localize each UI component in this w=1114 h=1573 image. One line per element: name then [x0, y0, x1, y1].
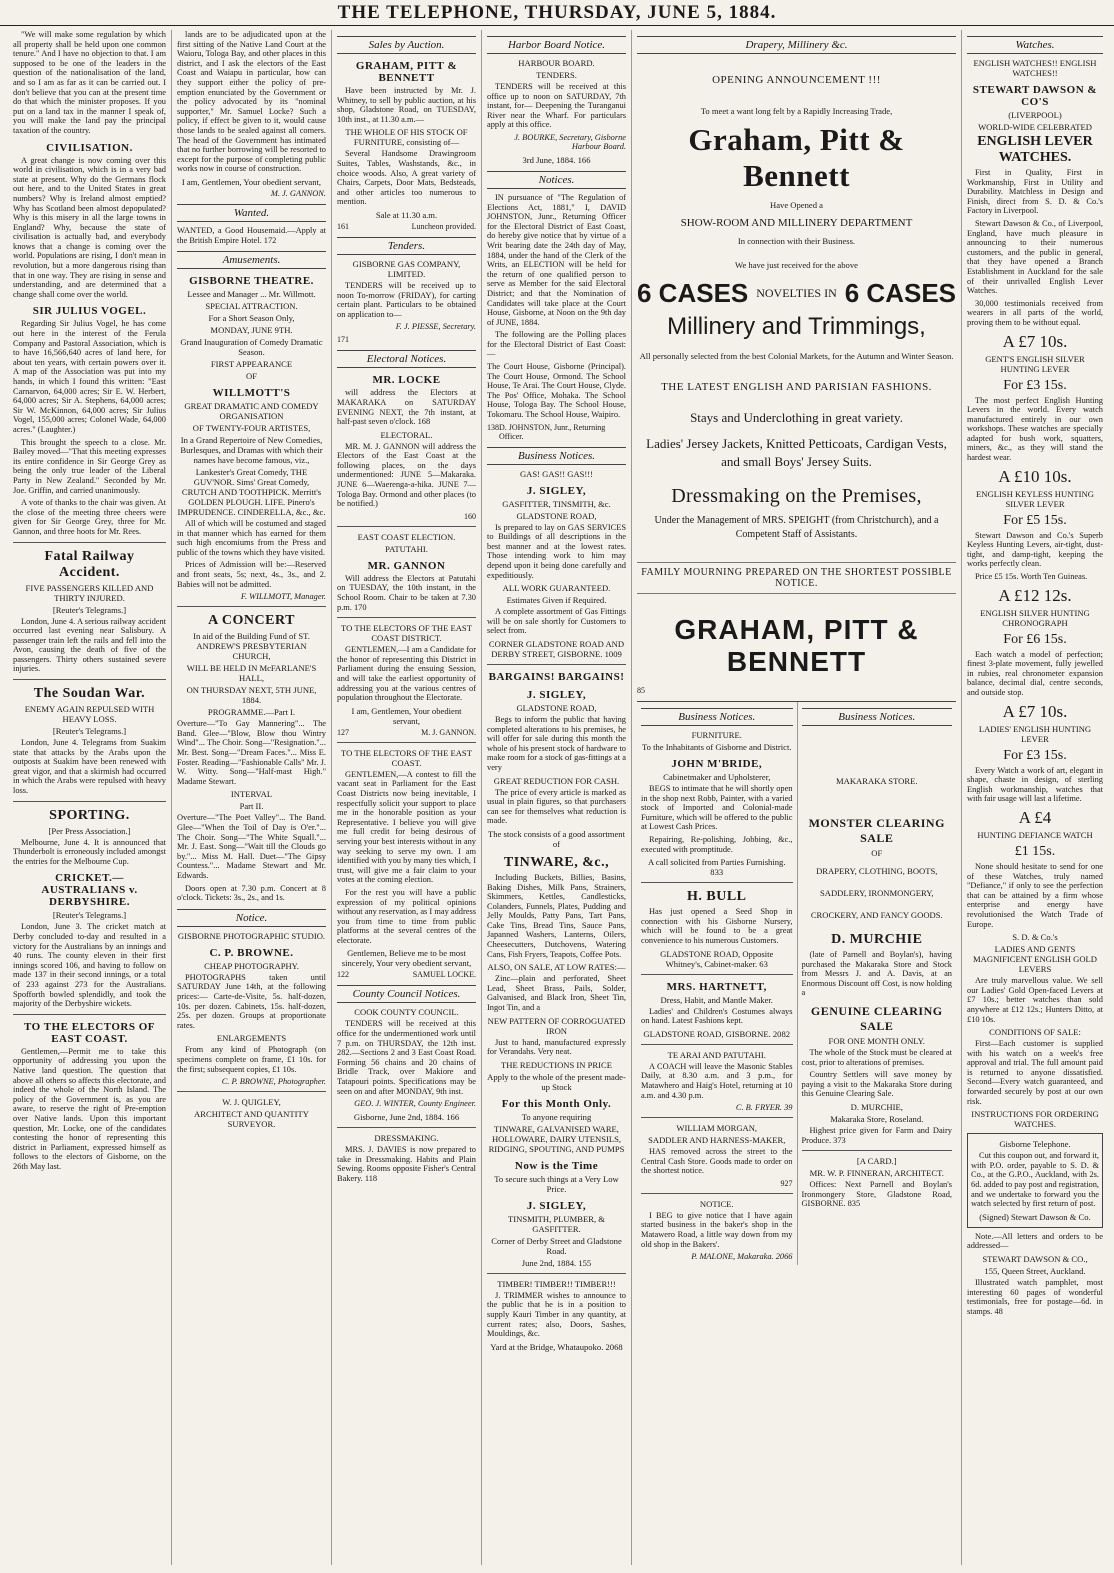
cases-left: 6 CASES [637, 278, 749, 308]
ad-line: Grand Inauguration of Comedy Dramatic Season. [180, 337, 323, 358]
opening-announcement: OPENING ANNOUNCEMENT !!! [712, 74, 881, 86]
ad-number: 171 [337, 335, 349, 345]
signature: M. J. GANNON. [421, 727, 476, 737]
divider [641, 974, 793, 975]
divider [641, 1193, 793, 1194]
ad-line: WORLD-WIDE CELEBRATED [978, 122, 1092, 132]
ad-line: Gentlemen, Believe me to be most sincerely, Your very obedient servant, [341, 948, 472, 969]
ad-text: A COACH will leave the Masonic Stables Daily, at 8.30 a.m. and 3 p.m., for Matawhero and Haig's Hotel, returning at 10 a.m. and 4.30 p.m. [641, 1061, 793, 1100]
ad-line: GAS! GAS!! GAS!!! [519, 468, 594, 479]
divider [13, 1014, 166, 1015]
heading-vogel: SIR JULIUS VOGEL. [32, 305, 147, 318]
article-text: London, June 3. The cricket match at Derby concluded to-day and resulted in a victory for the Australians by an innings and 40 runs. The county eleven in their first innings scored 106, and having to follow on made 137 in their second innings, or a total of 233 against 273 for the Australians. Spofforth bowled splendidly, and took the majority of the Derbyshire wickets. [13, 922, 166, 1009]
signature: GEO. J. WINTER, County Engineer. [354, 1099, 476, 1109]
ad-line: GENT'S ENGLISH SILVER HUNTING LEVER [985, 353, 1085, 374]
ad-line: OF TWENTY-FOUR ARTISTES, [192, 423, 311, 434]
ad-text: Offices: Next Parnell and Boylan's Ironmongery Store, Gladstone Road, GISBORNE. 835 [801, 1180, 952, 1209]
ad-text: First in Quality, First in Workmanship, First in Utility and Durability. Matchless in Design and Finish, direct from S. D. & Co.'s Factory in Liverpool. [967, 168, 1103, 216]
ad-text: WANTED, a Good Housemaid.—Apply at the British Empire Hotel. 172 [177, 225, 326, 245]
ad-line: ELECTORAL. [380, 429, 433, 440]
ad-line: OF [246, 371, 257, 382]
ad-text: Begs to inform the public that having completed alterations to his premises, he will offer for sale during this month the whole of his present stock of hardware to make room for a stock of gas-fittings at a very [487, 714, 626, 772]
ad-text: Is prepared to lay on GAS SERVICES to Buildings of all descriptions in the best manner and at the lowest rates. Those intending work to him may depend upon it being done carefully and expeditiously. [487, 522, 626, 580]
ad-text: Country Settlers will save money by paying a visit to the Makaraka Store during this Genuine Clearing Sale. [801, 1070, 952, 1099]
ad-text: Illustrated watch pamphlet, most interesting 60 pages of wonderful testimonials, free for postage—6d. in stamps. 48 [967, 1278, 1103, 1316]
divider [13, 542, 166, 543]
ad-line: FAMILY MOURNING PREPARED ON THE SHORTEST POSSIBLE NOTICE. [637, 562, 956, 594]
ad-text: Just to hand, manufactured expressly for Verandahs. Very neat. [487, 1037, 626, 1057]
ad-line: GENUINE CLEARING SALE [810, 1003, 943, 1033]
ad-line: (Signed) Stewart Dawson & Co. [979, 1211, 1091, 1222]
ad-line: June 2nd, 1884. 155 [521, 1257, 592, 1268]
ad-text: MR. M. J. GANNON will address the Electors of the East Coast at the following places, on the days undermentioned: JUNE 5—Makaraka. JUNE 6—Waerenga-a-hika. JUNE 7—Tologa Bay. Ormond and other places (to be notified.) [337, 441, 476, 509]
price: A £7 10s. [1002, 331, 1068, 351]
ad-line: GREAT DRAMATIC AND COMEDY ORGANISATION [184, 401, 319, 422]
ad-line: For a Short Season Only, [208, 313, 295, 324]
ad-text: I BEG to give notice that I have again started business in the baker's shop in the Matawero Road, a little way down from my old shop in the Bakers'. [641, 1210, 793, 1249]
ad-number: 127 [337, 727, 349, 737]
source-note: [Per Press Association.] [48, 825, 131, 836]
ad-line: TO THE ELECTORS OF THE EAST COAST DISTRICT. [341, 623, 472, 644]
section-watches: Watches. [967, 36, 1103, 54]
ad-line: To meet a want long felt by a Rapidly Increasing Trade, [700, 106, 893, 116]
ad-line: All personally selected from the best Colonial Markets, for the Autumn and Winter Season. [639, 351, 954, 361]
divider [177, 1091, 326, 1092]
ad-text: PHOTOGRAPHS taken until SATURDAY June 14th, at the following prices:— Carte-de-Visite, 5s. half-dozen, 10s. per dozen. Cabinets, 15s. half-dozen, 25s. per dozen. Groups at proportionate rates. [177, 972, 326, 1030]
ad-text: Will address the Electors at Patutahi on TUESDAY, the 10th instant, in the School Room. Chair to be taken at 7.30 p.m. 170 [337, 573, 476, 612]
price: A £4 [1018, 807, 1052, 827]
ad-line: To secure such things at a Very Low Price. [494, 1173, 619, 1194]
divider [802, 1150, 953, 1151]
ad-line: Gisborne, June 2nd, 1884. 166 [353, 1112, 460, 1123]
subheading: ENEMY AGAIN REPULSED WITH HEAVY LOSS. [24, 704, 155, 725]
ad-line: [A CARD.] [856, 1156, 897, 1167]
ad-line: ALL WORK GUARANTEED. [502, 583, 611, 594]
ad-text: TENDERS will be received at this office up to noon on SATURDAY, 7th instant, for— Deepening the Turanganui River near the Wharf. For particulars apply at this office. [487, 82, 626, 130]
ad-line: LADIES AND GENTS MAGNIFICENT ENGLISH GOLD LEVERS [973, 944, 1097, 975]
divider [641, 1044, 793, 1045]
ad-text: The following are the Polling places for the Electoral District of East Coast:— [487, 330, 626, 359]
ad-line: In aid of the Building Fund of ST. ANDREW'S PRESBYTERIAN CHURCH, [193, 631, 310, 662]
ad-line: MR. LOCKE [372, 374, 441, 387]
ad-line: GREAT REDUCTION FOR CASH. [493, 775, 620, 786]
ad-line: (LIVERPOOL) [1008, 110, 1062, 120]
ad-text: MRS. J. DAVIES is now prepared to take in Dressmaking. Habits and Plain Sewing. Rooms opposite Fisher's Central Bakery. 118 [337, 1145, 476, 1183]
section-drapery: Drapery, Millinery &c. [637, 36, 956, 54]
ad-text: Stewart Dawson & Co., of Liverpool, England, have much pleasure in announcing to their numerous customers, and the public in general, that they have opened a Branch Establishment in Auckland for the sale of their unrivalled English Lever Watches. [967, 218, 1103, 296]
ad-line: GLADSTONE ROAD, [516, 702, 597, 713]
price: For £3 15s. [1003, 747, 1067, 763]
ad-number: 927 [780, 1178, 793, 1188]
ad-line: Lessee and Manager ... Mr. Willmott. [187, 289, 316, 300]
cases-middle: NOVELTIES IN [756, 286, 837, 300]
ad-line: Part II. [239, 801, 264, 812]
divider [487, 1273, 626, 1274]
ad-line: ENGLISH WATCHES!! ENGLISH WATCHES!! [973, 58, 1097, 78]
price: £1 15s. [1014, 843, 1056, 859]
ad-line: TINWARE, GALVANISED WARE, HOLLOWARE, DAIRY UTENSILS, RIDGING, SPOUTING, AND PUMPS [488, 1123, 625, 1154]
divider [487, 664, 626, 665]
ad-text: Note.—All letters and orders to be addressed— [967, 1231, 1103, 1251]
ad-line: DRESSMAKING. [374, 1133, 439, 1144]
signature: F. WILLMOTT, Manager. [240, 592, 326, 602]
ad-line: FOR ONE MONTH ONLY. [828, 1035, 925, 1046]
divider [337, 617, 476, 618]
section-business-notices: Business Notices. [802, 708, 953, 726]
ad-line: LADIES' ENGLISH HUNTING LEVER [978, 723, 1092, 744]
ad-line: EAST COAST ELECTION. [357, 531, 456, 542]
ad-line: OF [871, 848, 883, 858]
ad-line: ENGLISH SILVER HUNTING CHRONOGRAPH [980, 607, 1090, 628]
ad-text: None should hesitate to send for one of these Watches, truly named "Defiance," if only to see the perfection that can be attained by a firm whose enterprise and energy have revolutionised the Watch Trade of Europe. [967, 861, 1103, 929]
divider [177, 606, 326, 607]
ad-line: MRS. HARTNETT, [666, 980, 767, 993]
heading-civilisation: CIVILISATION. [46, 141, 133, 154]
signature: C. B. FRYER. 39 [735, 1103, 793, 1113]
masthead [0, 0, 1114, 26]
ad-line: MR. GANNON [367, 559, 446, 572]
ad-line: HARBOUR BOARD. [518, 58, 595, 68]
section-county-council: County Council Notices. [337, 985, 476, 1003]
ad-text: Price £5 15s. Worth Ten Guineas. [975, 572, 1088, 582]
section-wanted: Wanted. [177, 204, 326, 222]
article-text: "We will make some regulation by which all property shall be held upon one common tenure." And I have no objection to that. I am supposed to be one of the leaders in the question of the nationalisation of the land, and so I am as far as it can be carried out. I don't believe that you can at the present time do that which the minister proposes. If you put on a land tax in the manner I speak of, you will make the land pay the principal taxation of the country. [13, 30, 166, 135]
ad-line: GISBORNE PHOTOGRAPHIC STUDIO. [177, 930, 326, 941]
ad-text: A complete assortment of Gas Fittings will be on sale shortly for Customers to select from. [487, 607, 626, 636]
ad-text: First—Each customer is supplied with his watch on a week's free approval and trial. The full amount paid is returned to anyone dissatisfied. Second—Every watch guaranteed, and forwarded securely by post at our own risk. [967, 1039, 1103, 1106]
ad-line: CORNER GLADSTONE ROAD AND DERBY STREET, GISBORNE. 1009 [488, 638, 625, 659]
ad-text: IN pursuance of "The Regulation of Elections Act, 1881," I, DAVID JOHNSTON, Junr., Returning Officer for the Electoral District of East Coast, do hereby give notice that by virtue of a Writ bearing date the 24th day of May, 1884, under the hand of the Clerk of the Writs, an ELECTION will be held for the return of one qualified person to serve as Member for the said Electoral District; and that the Nomination of Candidates will take place at the Court House, Gisborne, at Noon on the 9th day of JUNE, 1884. [487, 192, 626, 327]
ad-line: GLADSTONE ROAD, Opposite Whitney's, Cabinet-maker. 63 [660, 948, 774, 969]
divider [337, 526, 476, 527]
ad-line: SHOW-ROOM AND MILLINERY DEPARTMENT [680, 217, 913, 229]
ad-line: WILLMOTT'S [212, 387, 291, 400]
divider [337, 742, 476, 743]
ad-line: Now is the Time [514, 1159, 599, 1172]
ad-line: C. P. BROWNE. [209, 946, 294, 959]
ad-line: FIRST APPEARANCE [210, 359, 293, 370]
ad-line: INTERVAL [230, 789, 273, 800]
ad-line: Cabinetmaker and Upholsterer, [663, 772, 771, 782]
section-notices: Notices. [487, 171, 626, 189]
ad-line: DRAPERY, CLOTHING, BOOTS, SADDLERY, IRONMONGERY, CROCKERY, AND FANCY GOODS. [810, 866, 943, 920]
ad-line: Dress, Habit, and Mantle Maker. [660, 994, 773, 1005]
ad-number: 85 [637, 686, 645, 695]
ad-text: Have been instructed by Mr. J. Whitney, to sell by public auction, at his shop, Gladstone Road, on TUESDAY, 10th inst., at 11.30 a.m.— [337, 86, 476, 124]
signature: SAMUEL LOCKE. [412, 970, 476, 980]
section-business-notices: Business Notices. [641, 708, 793, 726]
source-note: [Reuter's Telegrams.] [52, 910, 127, 921]
ad-text: For the rest you will have a public expression of my political opinions without any reservation, as I may address you from time to time from public platforms at the several centres of the electorate. [337, 887, 476, 945]
ad-line: THE LATEST ENGLISH AND PARISIAN FASHIONS. [661, 381, 932, 393]
graham-pitt-bennett-title: Graham, Pitt & Bennett [688, 122, 905, 193]
ad-line: ENGLISH KEYLESS HUNTING SILVER LEVER [976, 488, 1094, 509]
ad-line: Estimates Given if Required. [506, 595, 607, 606]
column-2 [172, 30, 332, 1565]
ad-text: TENDERS will be received up to noon To-morrow (FRIDAY), for carting certain plant. Particulars to be obtained on application to— [337, 280, 476, 319]
article-text: London, June 4. Telegrams from Suakim state that attacks by the Arabs upon the outposts at Suakim have been renewed with great vigor, and that a skirmish had occurred in which the Arabs were repulsed with heavy loss. [13, 738, 166, 796]
section-tenders: Tenders. [337, 237, 476, 255]
ad-text: 30,000 testimonials received from wearers in all parts of the world, proving them to be without equal. [967, 298, 1103, 327]
dressmaking-title: Dressmaking on the Premises, [671, 485, 922, 507]
ad-line: MR. W. P. FINNERAN, ARCHITECT. [809, 1168, 944, 1179]
business-subcolumn-right [797, 702, 957, 1265]
ad-line: PATUTAHI. [385, 543, 428, 554]
masthead-title: THE TELEPHONE, THURSDAY, JUNE 5, 1884. [337, 2, 777, 23]
ad-line: TENDERS. [536, 70, 577, 80]
ad-line: ENLARGEMENTS [216, 1033, 287, 1044]
ad-line: STEWART DAWSON & CO'S [972, 84, 1098, 108]
ad-line: Lankester's Great Comedy, THE GUV'NOR. Sims' Great Comedy, CRUTCH AND TOOTHPICK. Merritt's GOLDEN PLOUGH. LIFE. Pinero's IMPRUDENCE. CINDERELLA, &c., &c. [177, 467, 326, 518]
business-subcolumn-left [637, 702, 797, 1265]
ad-text: Zinc—plain and perforated, Sheet Lead, Sheet Brass, Pails, Solder, Galvanised, and Black Iron, Sheet Tin, Ingot Tin, and a [487, 974, 626, 1013]
column-4 [482, 30, 632, 1565]
ad-line: THE WHOLE OF HIS STOCK OF FURNITURE, consisting of— [345, 127, 468, 148]
ad-line: INSTRUCTIONS FOR ORDERING WATCHES. [971, 1109, 1099, 1130]
divider [13, 801, 166, 802]
ad-line: WILLIAM MORGAN, [676, 1123, 758, 1134]
ad-line: SADDLER AND HARNESS-MAKER, [648, 1135, 786, 1146]
ad-line: D. MURCHIE [831, 932, 923, 947]
heading-electors: TO THE ELECTORS OF EAST COAST. [24, 1020, 155, 1045]
ad-text: Cut this coupon out, and forward it, with P.O. order, payable to S. D. & Co., at the G.P.O., Auckland, with 2s. 6d. added to pay post and registration, and we undertake to forward you the watch selected by first return of post. [971, 1151, 1099, 1209]
ad-line: NOTICE. [699, 1198, 734, 1209]
column-1 [8, 30, 172, 1565]
column-6 [962, 30, 1108, 1565]
ad-text: Repairing, Re-polishing, Jobbing, &c., executed with promptitude. [641, 834, 793, 854]
ad-line: We have just received for the above [735, 260, 858, 270]
price: A £7 10s. [1002, 701, 1068, 721]
price: For £5 15s. [1003, 512, 1067, 528]
cases-row [637, 278, 956, 309]
column-5 [632, 30, 962, 1565]
ad-line: J. SIGLEY, [526, 1199, 587, 1212]
ad-text: BEGS to intimate that he will shortly open in the shop next Robb, Painter, with a varied stock of Imported and Colonial-made Furniture, which will be offered to the public at Lowest Cash Prices. [641, 784, 793, 832]
ad-text: GENTLEMEN,—I am a Candidate for the honor of representing this District in Parliament during the ensuing Session, and will take the earliest opportunity of addressing you at the various centres of population throughout the Electorate. [337, 645, 476, 703]
ad-line: Stays and Underclothing in great variety. [690, 410, 903, 425]
ad-text: Overture—"To Gay Mannering"... The Band. Glee—"Blow, Blow thou Wintry Wind"... The Choir. Song—"Resignation."... Mr. Best. Song—"Dream Faces."... Miss E. Foster. Reading—"Fashionable Calls" Mr. J. W. Witty. Song—"Half-mast High." Madame Stewart. [177, 719, 326, 786]
ad-text: Every Watch a work of art, elegant in shape, chaste in design, of sterling English workmanship, watches that with fair usage will last a lifetime. [967, 765, 1103, 804]
ad-text: Highest price given for Farm and Dairy Produce. 373 [801, 1125, 952, 1145]
ad-number: 160 [464, 511, 476, 521]
ad-line: GLADSTONE ROAD, GISBORNE. 2082 [643, 1028, 791, 1039]
ad-line: D. MURCHIE, [850, 1101, 903, 1112]
ad-line: WILL BE HELD IN McFARLANE'S HALL, [186, 663, 317, 684]
theatre-title: GISBORNE THEATRE. [189, 275, 314, 288]
ad-line: THE REDUCTIONS IN PRICE [500, 1059, 612, 1070]
section-notice: Notice. [177, 909, 326, 927]
ad-line: In connection with their Business. [737, 236, 856, 246]
article-text: A great change is now coming over this world in civilisation, which is in a very bad state at present. Why do the Germans flock out here, and to the United States in great numbers? Why is Ireland almost emptied? Why has Scotland been almost depopulated? Why is this misery in all the large towns in England? Why, because the state of civilisation is actually bad, and everybody knows that a change is coming over the world. Populations are rising, I don't mean in revolution, but a more dangerous rising than that in one way. They are rising in sense and understanding, and are determined that a change shall come over the world. [13, 155, 166, 299]
source-note: [Reuter's Telegrams.] [52, 726, 127, 737]
ad-text: Prices of Admission will be:—Reserved and front seats, 5s; next, 4s., 3s., and 2. Babies will not be admitted. [177, 560, 326, 589]
ad-text: will address the Electors at MAKARAKA on SATURDAY EVENING NEXT, the 7th instant, at half-past seven o'clock. 168 [337, 388, 476, 427]
ad-line: Apply to the whole of the present made-up Stock [487, 1071, 626, 1092]
ad-text: GENTLEMEN,—A contest to fill the vacant seat in Parliament for the East Coast Districts now being inevitable, I respectfully solicit your support to place me in the honorable position as your Representative. I believe you will give me full credit for being desirous of serving your best interests without in any way seeking to serve my own. I am identified with you by many ties which, I trust, will give me a fair claim to your votes at the coming election. [337, 769, 476, 885]
ad-line: The stock consists of a good assortment of [487, 828, 625, 849]
ad-text: The Court House, Gisborne (Principal). The Court House, Ormond. The School House, Te Arai. The Court House, Clyde. The Pos' Office, Mohaka. The School House, Tologa Bay. The School House, Tokomaru. The School House, Waipiro. [487, 362, 626, 420]
article-text: A vote of thanks to the chair was given. At the close of the meeting three cheers were given for Sir George Grey, three for Mr. Gannon, and three hoots for Mr. Rees. [13, 498, 166, 536]
ad-line: I am, Gentlemen, Your obedient servant, [351, 705, 462, 726]
ad-line: H. BULL [686, 889, 747, 905]
ad-line: To the Inhabitants of Gisborne and District. [641, 742, 792, 752]
heading-cricket: CRICKET.—AUSTRALIANS v. DERBYSHIRE. [41, 872, 138, 909]
ad-line: JOHN M'BRIDE, [671, 758, 763, 770]
article-text: Melbourne, June 4. It is announced that Thunderbolt is erroneously included amongst the entries for the Melbourne Cup. [13, 837, 166, 866]
ad-number: 138 [487, 422, 499, 432]
divider [641, 882, 793, 883]
ad-number: 122 [337, 970, 349, 980]
ad-line: SPECIAL ATTRACTION. [205, 301, 298, 312]
ad-line: Sale at 11.30 a.m. [375, 209, 438, 220]
ad-line: FURNITURE. [691, 730, 742, 740]
divider [641, 1117, 793, 1118]
ad-line: ARCHITECT AND QUANTITY SURVEYOR. [194, 1109, 309, 1130]
article-text: London, June 4. A serious railway accident occurred last evening near Salisbury. A passenger train left the rails and fell into the Avon, causing the death of five of the passengers. Thirty others sustained severe injuries. [13, 616, 166, 674]
ad-line: 155, Queen Street, Auckland. [984, 1266, 1086, 1276]
ad-text: Doors open at 7.30 p.m. Concert at 8 o'clock. Tickets: 3s., 2s., and 1s. [177, 883, 326, 903]
ad-number: 161 [337, 221, 349, 231]
divider [13, 679, 166, 680]
ad-line: J. SIGLEY, [526, 688, 587, 701]
ad-line: GISBORNE GAS COMPANY, LIMITED. [352, 258, 461, 279]
ad-line: ON THURSDAY NEXT, 5TH JUNE, 1884. [186, 685, 317, 706]
signature: F. J. PIESSE, Secretary. [395, 322, 476, 332]
price: A £12 12s. [998, 585, 1072, 605]
ad-line: PROGRAMME.—Part I. [207, 707, 296, 718]
ad-text: HAS removed across the street to the Central Cash Store. Goods made to order on the shortest notice. [641, 1147, 793, 1176]
ad-line: CHEAP PHOTOGRAPHY. [204, 960, 299, 971]
signature: M. J. GANNON. [270, 188, 326, 198]
ad-line: MONSTER CLEARING SALE [808, 816, 945, 845]
ad-line: To anyone requiring [521, 1111, 592, 1122]
ad-text: The price of every article is marked as usual in plain figures, so that purchasers can see for themselves what reduction is made. [487, 787, 626, 826]
order-coupon [967, 1133, 1103, 1228]
ad-line: ALSO, ON SALE, AT LOW RATES:— [487, 962, 626, 973]
ad-line: Gisborne Telephone. [999, 1139, 1071, 1150]
ad-line: Under the Management of MRS. SPEIGHT (from Christchurch), and a Competent Staff of Assistants. [654, 515, 939, 540]
ad-text: Several Handsome Drawingroom Suites, Tables, Washstands, &c., in choice woods. Also, A great variety of Chairs, Carpets, Door Mats, Bedsteads, and other articles too numerous to mention. [337, 149, 476, 207]
ad-line: In a Grand Repertoire of New Comedies, Burlesques, and Dramas with which their names have become famous, viz., [180, 435, 323, 466]
ad-line: NEW PATTERN OF CORROGUATED IRON [487, 1015, 626, 1036]
signature: D. JOHNSTON, Junr., Returning Officer. [499, 422, 606, 441]
ad-text: All of which will be costumed and staged in that manner which has earned for them such high encomiums from the Press and public of the towns which they have visited. [177, 519, 326, 557]
cases-right: 6 CASES [844, 278, 956, 308]
ad-line: TO THE ELECTORS OF THE EAST COAST. [341, 747, 472, 768]
article-text: Regarding Sir Julius Vogel, he has come out here in the interest of the Ferula Company and Pastoral Association, which is to have 16,566,640 acres of land here, for about ten years, with certain powers over it. A map of the Association was put into my hands, in which I found this written: "East Carnarvon, 64,000 acres; Sir E. W. Herbert, 64,000 acres; Sir A. Stephens, 64,000 acres; Sir W. McKinnon, 64,000 acres; Sir Julius Vogel, 155,000 acres; Colonel Wade, 64,000 acres." (Laughter.) [13, 319, 166, 434]
ad-text: Has just opened a Seed Shop in connection with his Gisborne Nursery, which will be found to be a great convenience to his numerous Customers. [641, 907, 793, 945]
ad-line: Have Opened a [770, 200, 823, 210]
ad-text: J. TRIMMER wishes to announce to the public that he is in a position to supply Kauri Timber in any quantity, at current rates; also, Doors, Sashes, Mouldings, &c. [487, 1290, 626, 1339]
ad-line: TE ARAI AND PATUTAHI. [667, 1049, 766, 1060]
heading-soudan-war: The Soudan War. [33, 686, 146, 702]
ad-line: Ladies' Jersey Jackets, Knitted Petticoats, Cardigan Vests, and small Boys' Jersey Suits. [646, 436, 947, 469]
ad-line: GLADSTONE ROAD, [516, 510, 597, 521]
ad-line: CONDITIONS OF SALE: [989, 1027, 1081, 1038]
section-amusements: Amusements. [177, 251, 326, 269]
ad-line: Makaraka Store, Roseland. [830, 1113, 924, 1124]
business-subcolumns [637, 701, 956, 1265]
ad-line: W. J. QUIGLEY, [222, 1097, 281, 1108]
ad-text: Are truly marvellous value. We sell our Ladies' Gold Open-faced Levers at £7 10s.; better watches than sold anywhere at £12 12s.; Hunters Ditto, at £10 10s. [967, 976, 1103, 1024]
concert-title: A CONCERT [208, 613, 295, 629]
price: For £6 15s. [1003, 631, 1067, 647]
ad-text: Stewart Dawson and Co.'s Superb Keyless Hunting Levers, air-tight, dust-tight, and damp-tight, keeping the works perfectly clean. [967, 530, 1103, 569]
section-harbor-board: Harbor Board Notice. [487, 36, 626, 54]
ad-line: MAKARAKA STORE. [836, 776, 918, 786]
signature: P. MALONE, Makaraka. 2066 [691, 1252, 793, 1262]
millinery-title: Millinery and Trimmings, [667, 313, 926, 340]
ad-line: Yard at the Bridge, Whataupoko. 2068 [490, 1341, 623, 1352]
column-3 [332, 30, 482, 1565]
ad-line: J. SIGLEY, [526, 484, 587, 497]
ad-line: A call solicited from Parties Furnishing. 833 [648, 857, 786, 878]
article-text: This brought the speech to a close. Mr. Bailey moved—"That this meeting expresses its entire confidence in Sir George Grey as being the only true leader of the Liberal Party in New Zealand." Seconded by Mr. Joe. Griffin, and carried unanimously. [13, 437, 166, 495]
section-business-notices: Business Notices. [487, 447, 626, 465]
ad-text: TENDERS will be received at this office for the undermentioned work until 7 p.m. on THURSDAY, the 12th inst. 282.—Sections 2 and 3 East Coast Road. Forming 56 chains and 20 chains of Bridle Track, over Makiore and Tatapouri points. Specifications may be seen on and after MONDAY, 9th inst. [337, 1019, 476, 1096]
ad-text: Including Buckets, Billies, Basins, Baking Dishes, Milk Pans, Strainers, Skimmers, Kettles, Candlesticks, Colanders, Funnels, Plates, Pudding and Jelly Moulds, Patty Pans, Tart Pans, Cake Tins, Bread Tins, Sauce Pans, Japanned Washers, Lanterns, Oilers, Cheesecutters, Dutchovens, Watering Cans, Fish Fryers, Teapots, Coffee Pots. [487, 872, 626, 959]
source-note: [Reuter's Telegrams.] [52, 604, 127, 615]
ad-text: (late of Parnell and Boylan's), having purchased the Makaraka Store and Stock from Messrs J. and A. Davis, at an Enormous Discount off Cost, is now holding a [801, 950, 952, 998]
ad-line: TINSMITH, PLUMBER, & GASFITTER. [508, 1213, 605, 1234]
signature: J. BOURKE, Secretary, Gisborne Harbour Board. [514, 132, 626, 151]
ad-line: HUNTING DEFIANCE WATCH [977, 829, 1093, 840]
ad-line: TINWARE, &c., [503, 854, 610, 870]
ad-line: MONDAY, JUNE 9TH. [210, 325, 293, 336]
ad-text: From any kind of Photograph (on specimens complete on frame, £1 10s. for the first; subsequent copies, £1 10s. [177, 1045, 326, 1074]
ad-text: Each watch a model of perfection; finest 3-plate movement, fully jewelled in rubies, real chronometer expansion balance, decimal dial, centre seconds, and outside stop. [967, 649, 1103, 697]
subheading: FIVE PASSENGERS KILLED AND THIRTY INJURED. [25, 582, 154, 603]
ad-text: Ladies' and Children's Costumes always on hand. Latest Fashions kept. [641, 1006, 793, 1026]
heading-sporting: SPORTING. [49, 807, 130, 823]
ad-text: Overture—"The Poet Valley"... The Band. Glee—"When the Toil of Day is O'er."... The Choir. Song—"The White Squall."... Mr. J. East. Song—"Wait till the Clouds go by."... Miss M. Hall. Duet—"The Gipsy Countess."... Madame Stewart and Mr. Edwards. [177, 813, 326, 880]
heading-fatal-accident: Fatal Railway Accident. [44, 548, 135, 580]
ad-line: Luncheon provided. [411, 221, 476, 231]
ad-line: 3rd June, 1884. 166 [522, 154, 591, 165]
signature: C. P. BROWNE, Photographer. [221, 1077, 326, 1087]
article-text: lands are to be adjudicated upon at the first sitting of the Native Land Court at the Waioru, Tologa Bay, and other places in this district, and I ask the electors of the East Coast and Waiapu in particular, how can they support either the policy of pre-emption enunciated by the Government or the policy advocated by its "nominal supporter," Mr. Samuel Locke? Such a policy, if effect be given to it, would cause those lands to be sealed against all comers. The head of the Government has intimated that no further borrowing will be resorted to except for the purpose of completing public works now in course of construction. [177, 30, 326, 174]
ad-line: GASFITTER, TINSMITH, &c. [502, 498, 611, 509]
ad-line: BARGAINS! BARGAINS! [488, 670, 625, 683]
ad-line: GRAHAM, PITT & BENNETT [355, 60, 458, 84]
section-sales-by-auction: Sales by Auction. [337, 36, 476, 54]
ad-line: STEWART DAWSON & CO., [982, 1254, 1088, 1264]
ad-line: Corner of Derby Street and Gladstone Road. [491, 1235, 622, 1256]
ad-text: The whole of the Stock must be cleared at cost, prior to alterations of premises. [801, 1047, 952, 1067]
ad-text: The most perfect English Hunting Levers in the world. Every watch manufactured entirely in our own workshops. These watches are specially adapted for bush work, squatters, miners, &c., as they will stand the hardest wear. [967, 395, 1103, 463]
ad-line: COOK COUNTY COUNCIL. [354, 1007, 459, 1018]
ad-line: ENGLISH LEVER WATCHES. [977, 134, 1093, 165]
ad-line: For this Month Only. [501, 1097, 612, 1110]
section-electoral-notices: Electoral Notices. [337, 350, 476, 368]
divider [337, 1127, 476, 1128]
article-text: Gentlemen,—Permit me to take this opportunity of addressing you upon the Native land question. The question that above all others so affects this electorate, and indeed the whole of the North Island. The policy of the Government is, as you are aware, to reserve the right of Pre-emption over Native lands. Upon this important question, Mr. Locke, one of the candidates contesting the honor of representing this district in Parliament, expressed himself as follows to the electors of Gisborne, on the 26th May last. [13, 1046, 166, 1171]
price: For £3 15s. [1003, 377, 1067, 393]
price: A £10 10s. [998, 466, 1072, 486]
graham-pitt-bennett-footer: GRAHAM, PITT & BENNETT [674, 614, 919, 677]
ad-line: S. D. & Co.'s [1012, 932, 1058, 943]
closing: I am, Gentlemen, Your obedient servant, [181, 176, 322, 187]
ad-line: TIMBER! TIMBER!! TIMBER!!! [497, 1278, 616, 1289]
